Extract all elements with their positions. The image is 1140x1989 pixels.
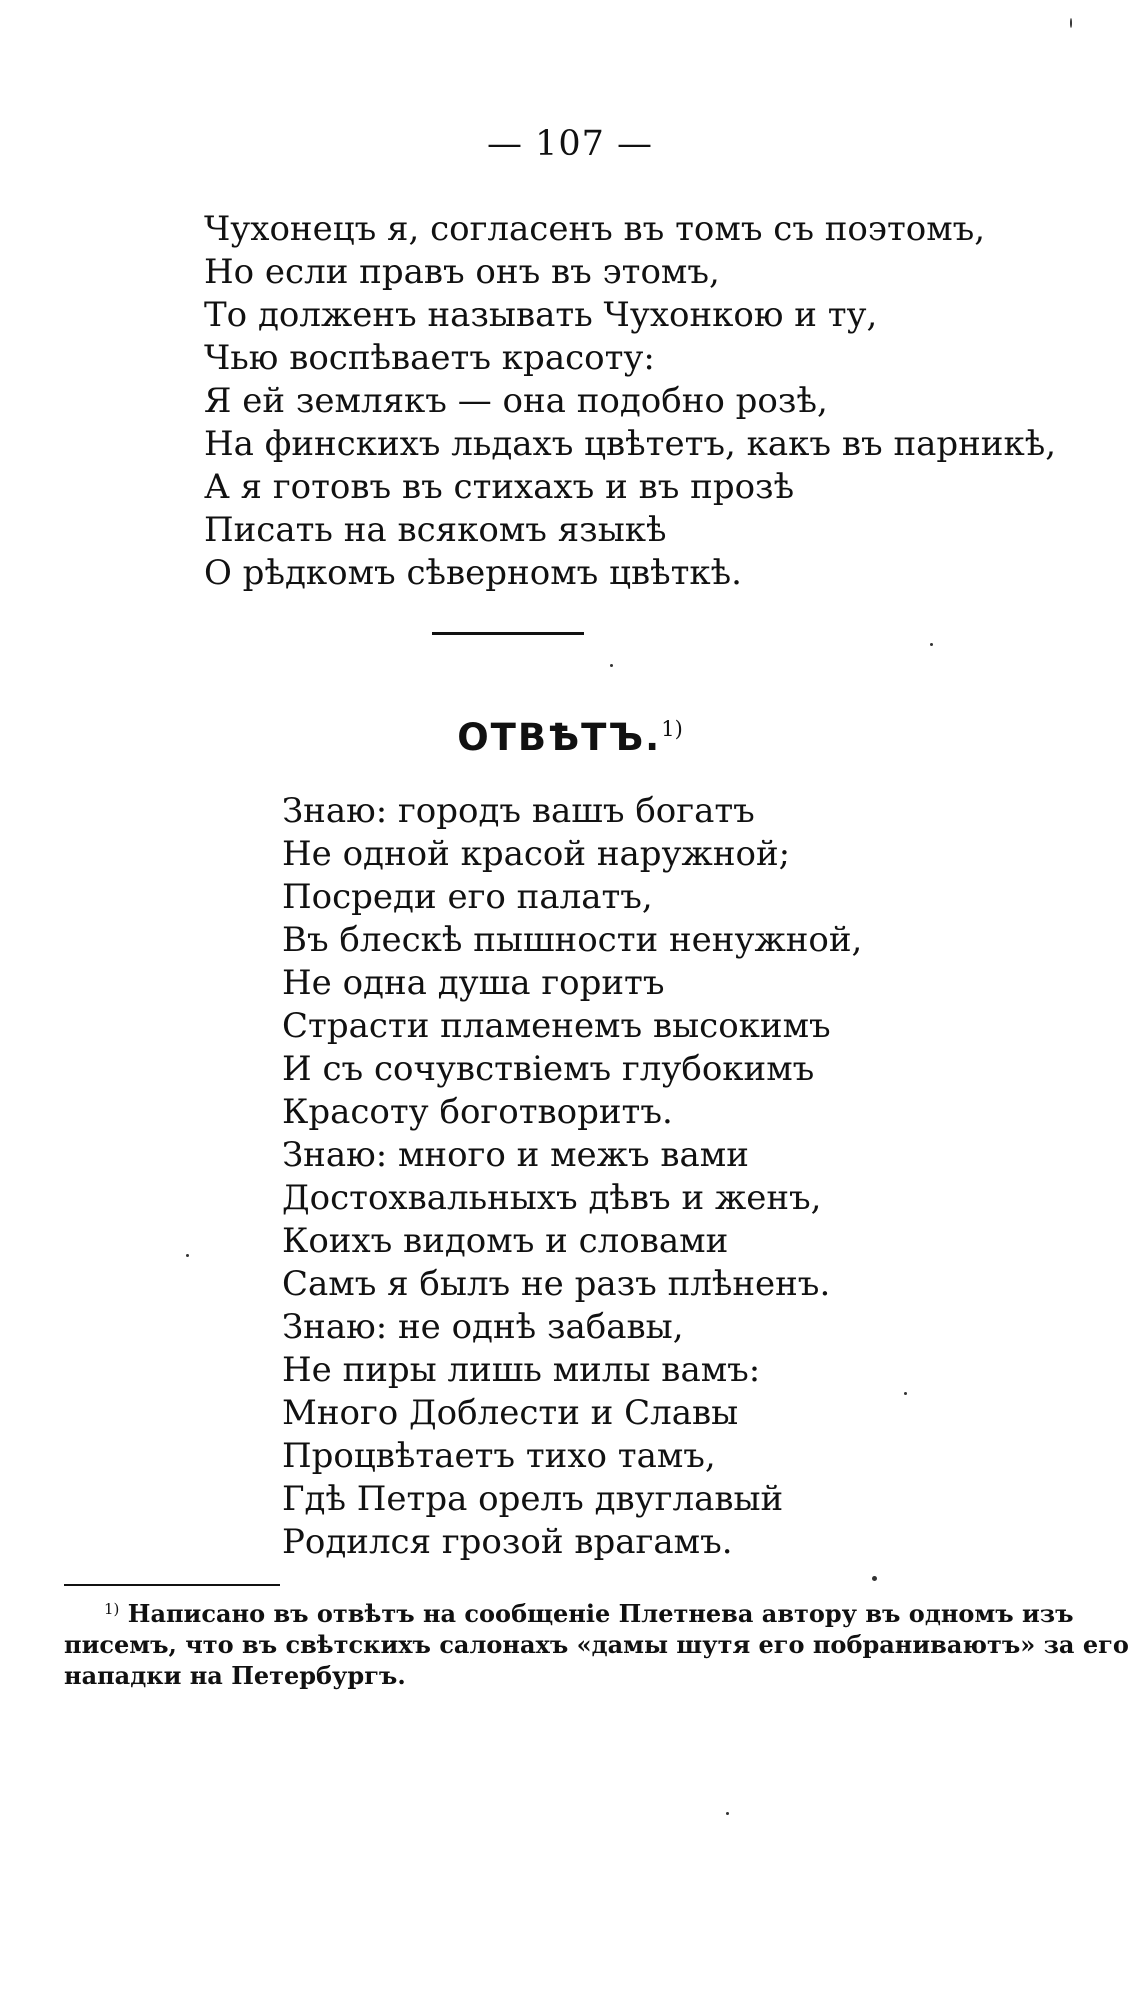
footnote-line (64, 1598, 1074, 1629)
poem-answer (282, 790, 862, 1564)
verse-line: Не одна душа горитъ (282, 963, 665, 1003)
verse-line: И съ сочувствіемъ глубокимъ (282, 1049, 815, 1089)
footnote-marker: 1) (104, 1600, 120, 1618)
footnote (64, 1598, 1129, 1691)
footnote-line: писемъ, что въ свѣтскихъ салонахъ «дамы шутя его побраниваютъ» за его (64, 1630, 1129, 1659)
footnote-text: Написано въ отвѣтъ на сообщеніе Плетнева автору въ одномъ изъ (127, 1599, 1074, 1628)
verse-line: На финскихъ льдахъ цвѣтетъ, какъ въ парникѣ, (204, 424, 1057, 464)
verse-line: Чухонецъ я, согласенъ въ томъ съ поэтомъ, (204, 209, 986, 249)
verse-line: Самъ я былъ не разъ плѣненъ. (282, 1264, 831, 1304)
scan-speck (904, 1392, 907, 1395)
verse-line: Знаю: не однѣ забавы, (282, 1307, 684, 1347)
verse-line: А я готовъ въ стихахъ и въ прозѣ (204, 467, 795, 507)
verse-line: Страсти пламенемъ высокимъ (282, 1006, 831, 1046)
verse-line: Но если правъ онъ въ этомъ, (204, 252, 720, 292)
page-number: — 107 — (486, 124, 654, 164)
scan-speck (726, 1812, 729, 1815)
footnote-reference: 1) (661, 717, 683, 741)
verse-line: Красоту боготворитъ. (282, 1092, 673, 1132)
verse-line: Много Доблести и Славы (282, 1393, 739, 1433)
scan-speck (930, 643, 933, 646)
verse-line: Процвѣтаетъ тихо тамъ, (282, 1436, 716, 1476)
poem-heading (0, 716, 1140, 759)
scan-speck (186, 1254, 189, 1257)
verse-line: О рѣдкомъ сѣверномъ цвѣткѣ. (204, 553, 742, 593)
verse-line: Гдѣ Петра орелъ двуглавый (282, 1479, 784, 1519)
verse-line: Посреди его палатъ, (282, 877, 653, 917)
verse-line: Писать на всякомъ языкѣ (204, 510, 667, 550)
section-divider (432, 632, 584, 635)
verse-line: То долженъ называть Чухонкою и ту, (204, 295, 878, 335)
verse-line: Не одной красой наружной; (282, 834, 791, 874)
verse-line: Чью воспѣваетъ красоту: (204, 338, 655, 378)
verse-line: Въ блескѣ пышности ненужной, (282, 920, 863, 960)
scan-speck (610, 664, 613, 667)
poem-title: ОТВѢТЪ. (457, 716, 662, 759)
scan-speck (872, 1576, 877, 1581)
verse-line: Не пиры лишь милы вамъ: (282, 1350, 761, 1390)
footnote-divider (64, 1584, 280, 1586)
verse-line: Знаю: городъ вашъ богатъ (282, 791, 755, 831)
verse-line: Знаю: много и межъ вами (282, 1135, 749, 1175)
verse-line: Я ей землякъ — она подобно розѣ, (204, 381, 828, 421)
scan-speck (1070, 18, 1072, 28)
verse-line: Коихъ видомъ и словами (282, 1221, 729, 1261)
verse-line: Достохвальныхъ дѣвъ и женъ, (282, 1178, 822, 1218)
poem-top (204, 208, 1056, 595)
footnote-line: нападки на Петербургъ. (64, 1661, 406, 1690)
verse-line: Родился грозой врагамъ. (282, 1522, 733, 1562)
